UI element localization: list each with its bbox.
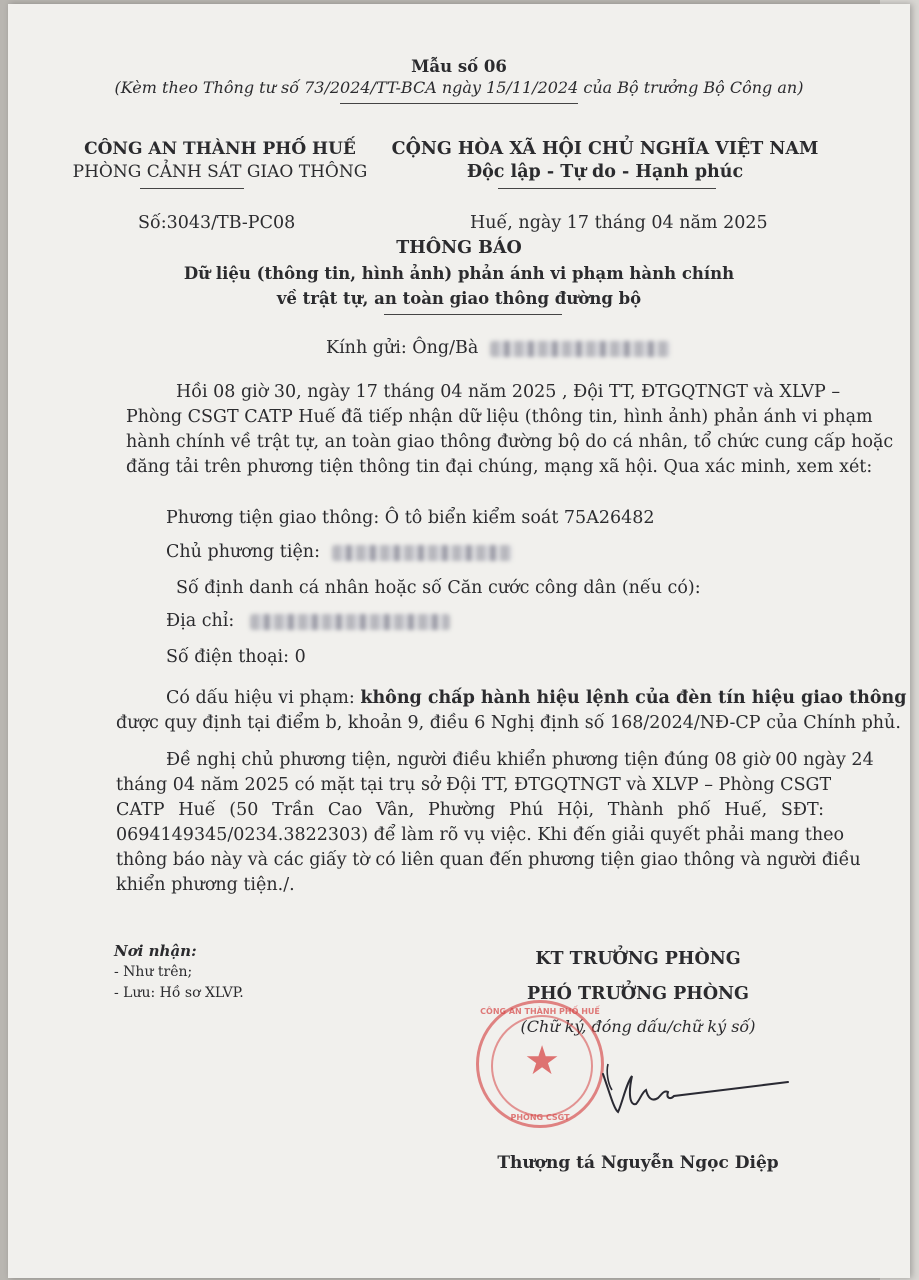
vehicle-info: Phương tiện giao thông: Ô tô biển kiểm soát 75A26482	[166, 508, 655, 528]
request-line-1: Đề nghị chủ phương tiện, người điều khiển phương tiện đúng 08 giờ 00 ngày 24	[166, 750, 874, 770]
document-subtitle-line2: về trật tự, an toàn giao thông đường bộ	[276, 289, 642, 308]
handwritten-signature-icon	[548, 1054, 798, 1124]
recipient-label: Kính gửi: Ông/Bà	[326, 338, 479, 358]
seal-top-text: CÔNG AN THÀNH PHỐ HUẾ	[480, 1007, 600, 1016]
recipient-line	[326, 337, 670, 359]
intro-line-2: Phòng CSGT CATP Huế đã tiếp nhận dữ liệu (thông tin, hình ảnh) phản ánh vi phạm	[126, 407, 873, 427]
request-line-6: khiển phương tiện./.	[116, 875, 295, 895]
document-subtitle-line1: Dữ liệu (thông tin, hình ảnh) phản ánh vi phạm hành chính	[183, 264, 735, 283]
redacted-address	[250, 614, 450, 630]
phone-number: Số điện thoại: 0	[166, 647, 306, 667]
address-line	[166, 610, 450, 632]
document-number: Số:3043/TB-PC08	[138, 213, 296, 233]
signature-title-2: PHÓ TRƯỞNG PHÒNG	[526, 984, 749, 1004]
request-line-4: 0694149345/0234.3822303) để làm rõ vụ việc. Khi đến giải quyết phải mang theo	[116, 825, 845, 845]
id-number-label: Số định danh cá nhân hoặc số Căn cước công dân (nếu có):	[176, 578, 701, 598]
issuer-agency: CÔNG AN THÀNH PHỐ HUẾ	[84, 139, 356, 159]
violation-prefix: Có dấu hiệu vi phạm:	[166, 688, 361, 708]
owner-line	[166, 541, 512, 563]
document-page	[8, 4, 910, 1278]
place-date: Huế, ngày 17 tháng 04 năm 2025	[470, 213, 768, 233]
national-name: CỘNG HÒA XÃ HỘI CHỦ NGHĨA VIỆT NAM	[391, 139, 819, 159]
signature-note: (Chữ ký, đóng dấu/chữ ký số)	[520, 1017, 756, 1036]
recipient-item-2: - Lưu: Hồ sơ XLVP.	[114, 985, 244, 1001]
divider	[340, 103, 578, 104]
seal-bottom-text: PHÒNG CSGT	[510, 1113, 570, 1122]
request-line-2: tháng 04 năm 2025 có mặt tại trụ sở Đội TT, ĐTGQTNGT và XLVP – Phòng CSGT	[116, 775, 832, 795]
form-number: Mẫu số 06	[411, 57, 507, 76]
national-motto: Độc lập - Tự do - Hạnh phúc	[466, 162, 744, 182]
signer-name: Thượng tá Nguyễn Ngọc Diệp	[497, 1153, 779, 1173]
seal-star-icon: ★	[524, 1038, 560, 1084]
owner-label: Chủ phương tiện:	[166, 542, 320, 562]
issuer-department: PHÒNG CẢNH SÁT GIAO THÔNG	[72, 162, 368, 182]
redacted-recipient-name	[490, 341, 670, 357]
document-title: THÔNG BÁO	[396, 238, 522, 258]
divider	[498, 188, 716, 189]
violation-basis: được quy định tại điểm b, khoản 9, điều 6 Nghị định số 168/2024/NĐ-CP của Chính phủ.	[116, 713, 901, 733]
address-label: Địa chỉ:	[166, 611, 235, 631]
divider	[384, 314, 562, 315]
intro-line-1: Hồi 08 giờ 30, ngày 17 tháng 04 năm 2025 , Đội TT, ĐTGQTNGT và XLVP –	[176, 382, 841, 402]
request-line-3: CATP Huế (50 Trần Cao Vân, Phường Phú Hội, Thành phố Huế, SĐT:	[116, 800, 824, 820]
request-line-5: thông báo này và các giấy tờ có liên quan đến phương tiện giao thông và người điều	[116, 850, 861, 870]
recipient-item-1: - Như trên;	[114, 964, 193, 980]
redacted-owner-name	[332, 545, 512, 561]
intro-line-3: hành chính về trật tự, an toàn giao thông đường bộ do cá nhân, tổ chức cung cấp hoặc	[126, 432, 894, 452]
intro-line-4: đăng tải trên phương tiện thông tin đại chúng, mạng xã hội. Qua xác minh, xem xét:	[126, 457, 873, 477]
violation-line	[166, 687, 906, 709]
signature-title-1: KT TRƯỞNG PHÒNG	[535, 949, 741, 969]
form-reference: (Kèm theo Thông tư số 73/2024/TT-BCA ngày 15/11/2024 của Bộ trưởng Bộ Công an)	[114, 78, 804, 97]
divider	[140, 188, 244, 189]
violation-description: không chấp hành hiệu lệnh của đèn tín hiệu giao thông	[360, 688, 907, 708]
recipients-heading: Nơi nhận:	[114, 942, 197, 960]
